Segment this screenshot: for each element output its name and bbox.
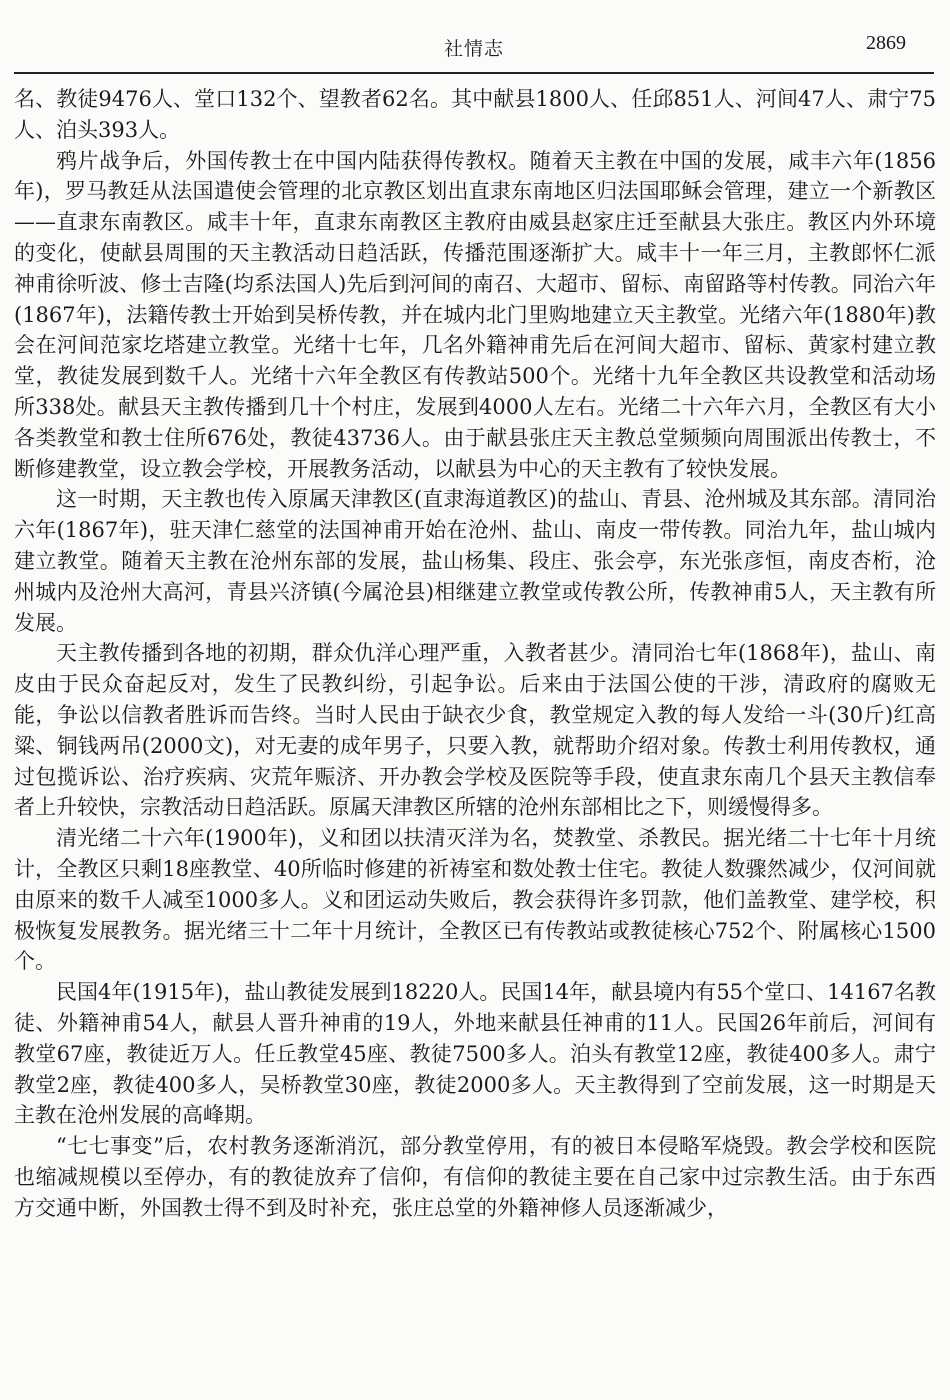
page-header [14,28,934,72]
page-number: 2869 [866,32,906,54]
header-rule [14,72,934,74]
paragraph: 这一时期，天主教也传入原属天津教区(直隶海道教区)的盐山、青县、沧州城及其东部。清同治六年(1867年)，驻天津仁慈堂的法国神甫开始在沧州、盐山、南皮一带传教。同治九年，盐山城内建立教堂。随着天主教在沧州东部的发展，盐山杨集、段庄、张会亭，东光张彦恒，南皮杏桁，沧州城内及沧州大高河，青县兴济镇(今属沧县)相继建立教堂或传教公所，传教神甫5人，天主教有所发展。 [14,487,936,635]
paragraph: 清光绪二十六年(1900年)，义和团以扶清灭洋为名，焚教堂、杀教民。据光绪二十七年十月统计，全教区只剩18座教堂、40所临时修建的祈祷室和数处教士住宅。教徒人数骤然减少，仅河间就由原来的数千人减至1000多人。义和团运动失败后，教会获得许多罚款，他们盖教堂、建学校，积极恢复发展教务。据光绪三十二年十月统计，全教区已有传教站或教徒核心752个、附属核心1500个。 [14,826,936,974]
paragraph-continued: 名、教徒9476人、堂口132个、望教者62名。其中献县1800人、任邱851人、河间47人、肃宁75人、泊头393人。 [14,87,936,142]
paragraph: “七七事变”后，农村教务逐渐消沉，部分教堂停用，有的被日本侵略军烧毁。教会学校和医院也缩减规模以至停办，有的教徒放弃了信仰，有信仰的教徒主要在自己家中过宗教生活。由于东西方交通中断，外国教士得不到及时补充，张庄总堂的外籍神修人员逐渐减少， [14,1134,936,1220]
paragraph: 民国4年(1915年)，盐山教徒发展到18220人。民国14年，献县境内有55个堂口、14167名教徒、外籍神甫54人，献县人晋升神甫的19人，外地来献县任神甫的11人。民国26年前后，河间有教堂67座，教徒近万人。任丘教堂45座、教徒7500多人。泊头有教堂12座，教徒400多人。肃宁教堂2座，教徒400多人，吴桥教堂30座，教徒2000多人。天主教得到了空前发展，这一时期是天主教在沧州发展的高峰期。 [14,980,936,1128]
running-title: 社情志 [443,38,504,60]
body-text [14,84,936,1223]
paragraph: 天主教传播到各地的初期，群众仇洋心理严重，入教者甚少。清同治七年(1868年)，盐山、南皮由于民众奋起反对，发生了民教纠纷，引起争讼。后来由于法国公使的干涉，清政府的腐败无能，争讼以信教者胜诉而告终。当时人民由于缺衣少食，教堂规定入教的每人发给一斗(30斤)红高粱、铜钱两吊(2000文)，对无妻的成年男子，只要入教，就帮助介绍对象。传教士利用传教权，通过包揽诉讼、治疗疾病、灾荒年赈济、开办教会学校及医院等手段，使直隶东南几个县天主教信奉者上升较快，宗教活动日趋活跃。原属天津教区所辖的沧州东部相比之下，则缓慢得多。 [14,641,936,820]
paragraph: 鸦片战争后，外国传教士在中国内陆获得传教权。随着天主教在中国的发展，咸丰六年(1856年)，罗马教廷从法国遣使会管理的北京教区划出直隶东南地区归法国耶稣会管理，建立一个新教区——直隶东南教区。咸丰十年，直隶东南教区主教府由威县赵家庄迁至献县大张庄。教区内外环境的变化，使献县周围的天主教活动日趋活跃，传播范围逐渐扩大。咸丰十一年三月，主教郎怀仁派神甫徐听波、修士吉隆(均系法国人)先后到河间的南召、大超市、留标、南留路等村传教。同治六年(1867年)，法籍传教士开始到吴桥传教，并在城内北门里购地建立天主教堂。光绪六年(1880年)教会在河间范家圪塔建立教堂。光绪十七年，几名外籍神甫先后在河间大超市、留标、黄家村建立教堂，教徒发展到数千人。光绪十六年全教区有传教站500个。光绪十九年全教区共设教堂和活动场所338处。献县天主教传播到几十个村庄，发展到4000人左右。光绪二十六年六月，全教区有大小各类教堂和教士住所676处，教徒43736人。由于献县张庄天主教总堂频频向周围派出传教士，不断修建教堂，设立教会学校，开展教务活动，以献县为中心的天主教有了较快发展。 [14,148,936,481]
